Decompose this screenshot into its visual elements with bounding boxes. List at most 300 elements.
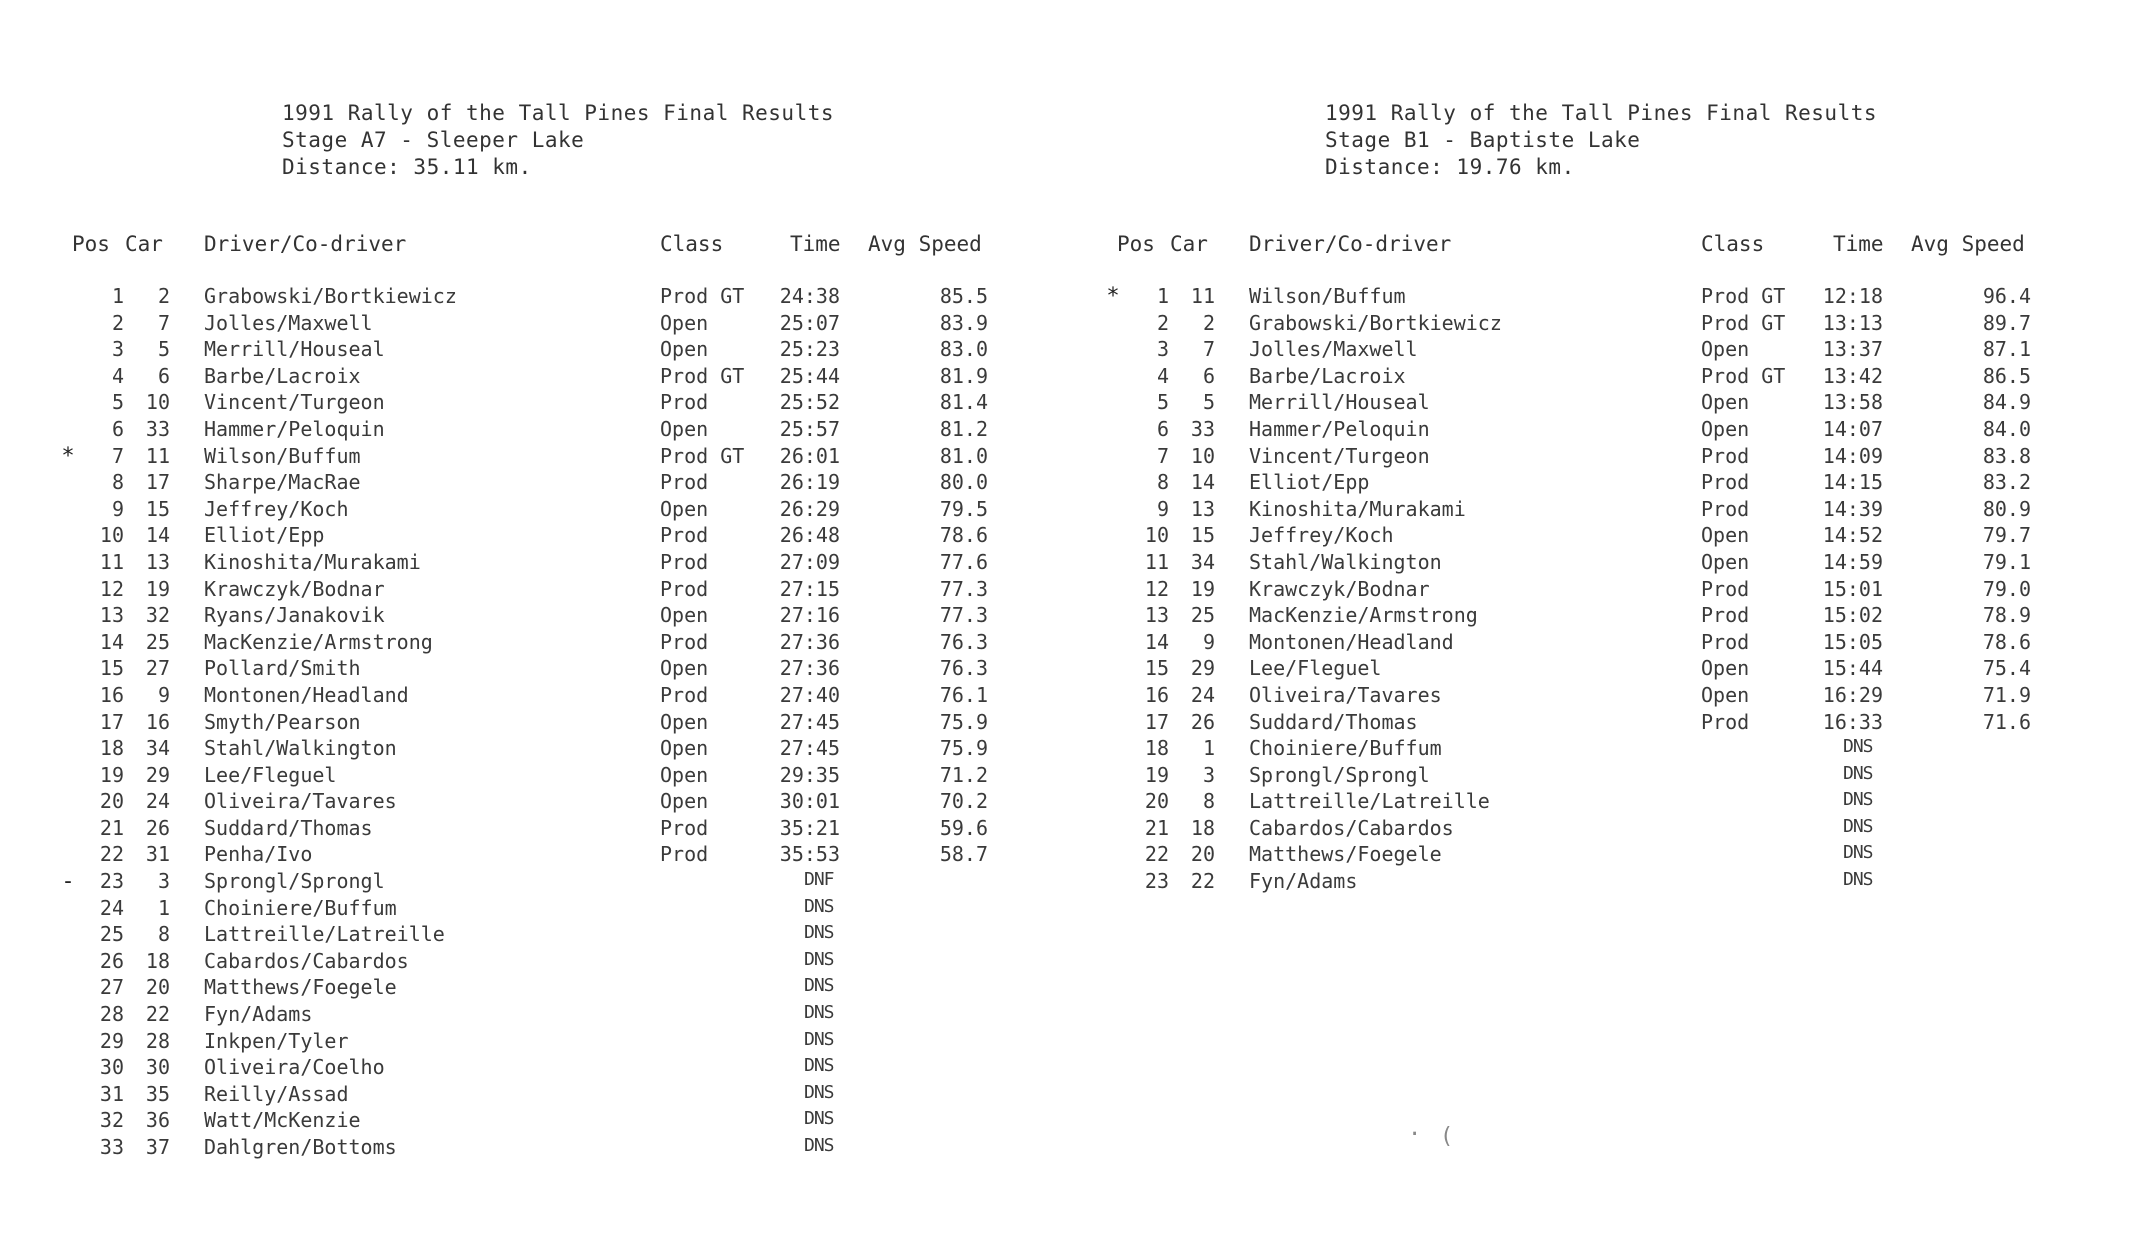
cell-pos: 24: [99, 895, 124, 920]
cell-driver: Elliot/Epp: [1249, 470, 1370, 495]
table-row: [60, 1082, 1080, 1109]
cell-pos: 33: [99, 1135, 124, 1159]
table-row: [60, 922, 1080, 949]
cell-avg-speed: 70.2: [939, 789, 988, 814]
stage-b1-header: [1325, 100, 1877, 181]
cell-car: 8: [1202, 789, 1215, 814]
cell-pos: 29: [99, 1028, 124, 1053]
cell-avg-speed: 77.3: [939, 603, 988, 628]
cell-time: 26:01: [779, 443, 840, 468]
cell-pos: 15: [99, 656, 124, 681]
cell-driver: Hammer/Peloquin: [204, 416, 385, 441]
cell-pos: 23: [99, 869, 124, 894]
cell-pos: 26: [99, 948, 124, 973]
cell-time: 13:42: [1822, 363, 1883, 388]
cell-car: 5: [1202, 390, 1215, 415]
cell-class: Prod: [1701, 496, 1750, 521]
cell-car: 10: [1190, 443, 1215, 468]
cell-driver: Stahl/Walkington: [204, 736, 397, 761]
cell-car: 16: [145, 709, 170, 734]
cell-class: Open: [660, 736, 709, 761]
cell-car: 11: [145, 443, 170, 468]
cell-avg-speed: 71.2: [939, 762, 988, 787]
cell-time: 27:15: [779, 576, 840, 601]
cell-class: Open: [660, 310, 709, 335]
cell-driver: Penha/Ivo: [204, 842, 313, 867]
cell-class: Prod GT: [1701, 310, 1786, 335]
cell-driver: Matthews/Foegele: [1249, 842, 1442, 867]
cell-time: 35:53: [779, 842, 840, 867]
cell-pos: 28: [99, 1002, 124, 1027]
cell-avg-speed: 75.4: [1982, 656, 2031, 681]
cell-time: DNS: [1843, 789, 1873, 811]
cell-pos: 18: [99, 736, 124, 761]
cell-time: 15:05: [1822, 629, 1883, 654]
table-row: [60, 311, 1080, 338]
cell-time: DNS: [804, 895, 834, 917]
cell-time: DNS: [1843, 815, 1873, 837]
cell-car: 35: [145, 1081, 170, 1106]
cell-class: Prod GT: [1701, 363, 1786, 388]
cell-pos: 16: [1144, 682, 1169, 707]
cell-avg-speed: 81.0: [939, 443, 988, 468]
table-row: [60, 1108, 1080, 1135]
cell-avg-speed: 79.7: [1982, 523, 2031, 548]
cell-driver: Barbe/Lacroix: [1249, 363, 1406, 388]
cell-car: 7: [1202, 337, 1215, 362]
cell-time: 14:39: [1822, 496, 1883, 521]
table-row: [60, 736, 1080, 763]
cell-time: DNS: [804, 922, 834, 944]
table-row: [1105, 869, 2125, 896]
cell-car: 24: [1190, 682, 1215, 707]
table-row: [60, 390, 1080, 417]
cell-class: Open: [660, 789, 709, 814]
cell-class: Prod: [1701, 603, 1750, 628]
cell-time: 30:01: [779, 789, 840, 814]
table-row: [60, 869, 1080, 896]
table-row: [60, 577, 1080, 604]
cell-car: 10: [145, 390, 170, 415]
table-row: [60, 975, 1080, 1002]
cell-car: 33: [145, 416, 170, 441]
table-row: [60, 1055, 1080, 1082]
cell-pos: 7: [1156, 443, 1169, 468]
cell-driver: Lattreille/Latreille: [204, 922, 445, 947]
cell-avg-speed: 83.9: [939, 310, 988, 335]
column-header-pos: Pos: [1117, 232, 1155, 256]
table-row: [60, 896, 1080, 923]
table-row: [60, 763, 1080, 790]
table-row: [60, 417, 1080, 444]
column-header-time: Time: [790, 232, 841, 256]
cell-car: 3: [1202, 762, 1215, 787]
table-row: [1105, 284, 2125, 311]
cell-avg-speed: 78.6: [1982, 629, 2031, 654]
table-row: [60, 656, 1080, 683]
cell-driver: Krawczyk/Bodnar: [1249, 576, 1430, 601]
cell-driver: Sprongl/Sprongl: [204, 869, 385, 894]
cell-car: 18: [145, 948, 170, 973]
cell-driver: Barbe/Lacroix: [204, 363, 361, 388]
cell-pos: 6: [1156, 416, 1169, 441]
column-header-time: Time: [1833, 232, 1884, 256]
cell-driver: Cabardos/Cabardos: [1249, 815, 1454, 840]
cell-avg-speed: 75.9: [939, 709, 988, 734]
cell-avg-speed: 76.3: [939, 629, 988, 654]
column-header-avg-speed: Avg Speed: [868, 232, 982, 256]
cell-time: DNS: [804, 975, 834, 997]
table-row: [1105, 364, 2125, 391]
cell-time: 14:52: [1822, 523, 1883, 548]
table-row: [1105, 842, 2125, 869]
table-row: [60, 523, 1080, 550]
table-row: [60, 497, 1080, 524]
cell-avg-speed: 79.1: [1982, 549, 2031, 574]
table-row: [60, 683, 1080, 710]
cell-avg-speed: 76.1: [939, 682, 988, 707]
cell-car: 17: [145, 470, 170, 495]
cell-pos: 7: [111, 443, 124, 468]
cell-car: 27: [145, 656, 170, 681]
cell-driver: Lee/Fleguel: [204, 762, 337, 787]
table-row: [1105, 816, 2125, 843]
cell-car: 29: [145, 762, 170, 787]
cell-time: DNS: [804, 1108, 834, 1130]
cell-car: 9: [157, 682, 170, 707]
cell-driver: Vincent/Turgeon: [1249, 443, 1430, 468]
cell-car: 20: [1190, 842, 1215, 867]
stage-a7-distance: Distance: 35.11 km.: [282, 155, 532, 179]
cell-time: 13:37: [1822, 337, 1883, 362]
table-body: [60, 284, 1080, 1162]
cell-avg-speed: 89.7: [1982, 310, 2031, 335]
cell-time: 14:15: [1822, 470, 1883, 495]
cell-driver: Jolles/Maxwell: [204, 310, 373, 335]
cell-class: Prod: [1701, 470, 1750, 495]
cell-class: Prod: [660, 523, 709, 548]
cell-class: Prod: [660, 842, 709, 867]
cell-car: 19: [1190, 576, 1215, 601]
cell-avg-speed: 83.8: [1982, 443, 2031, 468]
cell-car: 37: [145, 1135, 170, 1159]
table-row: [1105, 311, 2125, 338]
cell-driver: Kinoshita/Murakami: [204, 549, 421, 574]
cell-avg-speed: 83.2: [1982, 470, 2031, 495]
row-mark: *: [1106, 284, 1120, 309]
table-row: [60, 470, 1080, 497]
table-row: [1105, 577, 2125, 604]
cell-driver: Pollard/Smith: [204, 656, 361, 681]
cell-pos: 19: [99, 762, 124, 787]
cell-class: Open: [660, 416, 709, 441]
cell-pos: 5: [1156, 390, 1169, 415]
cell-driver: Suddard/Thomas: [1249, 709, 1418, 734]
cell-driver: Reilly/Assad: [204, 1081, 349, 1106]
cell-car: 8: [157, 922, 170, 947]
stage-b1-distance: Distance: 19.76 km.: [1325, 155, 1575, 179]
cell-time: 25:52: [779, 390, 840, 415]
cell-pos: 12: [99, 576, 124, 601]
cell-pos: 20: [1144, 789, 1169, 814]
table-row: [60, 816, 1080, 843]
cell-car: 5: [157, 337, 170, 362]
cell-pos: 13: [99, 603, 124, 628]
cell-class: Prod: [660, 815, 709, 840]
cell-time: DNS: [804, 1135, 834, 1156]
cell-avg-speed: 83.0: [939, 337, 988, 362]
cell-class: Prod GT: [1701, 284, 1786, 308]
cell-car: 13: [1190, 496, 1215, 521]
cell-pos: 22: [1144, 842, 1169, 867]
cell-time: DNS: [1843, 736, 1873, 758]
cell-pos: 4: [111, 363, 124, 388]
cell-driver: Choiniere/Buffum: [1249, 736, 1442, 761]
cell-driver: MacKenzie/Armstrong: [1249, 603, 1478, 628]
cell-driver: Jeffrey/Koch: [204, 496, 349, 521]
cell-car: 32: [145, 603, 170, 628]
cell-car: 3: [157, 869, 170, 894]
cell-car: 22: [145, 1002, 170, 1027]
cell-avg-speed: 84.9: [1982, 390, 2031, 415]
table-row: [1105, 523, 2125, 550]
cell-time: 15:01: [1822, 576, 1883, 601]
cell-car: 11: [1190, 284, 1215, 308]
cell-time: 27:36: [779, 656, 840, 681]
scan-speck: (: [1440, 1124, 1454, 1149]
cell-driver: Sprongl/Sprongl: [1249, 762, 1430, 787]
cell-car: 15: [1190, 523, 1215, 548]
cell-time: 27:45: [779, 709, 840, 734]
cell-car: 20: [145, 975, 170, 1000]
table-row: [60, 1002, 1080, 1029]
table-row: [60, 603, 1080, 630]
cell-avg-speed: 85.5: [939, 284, 988, 308]
cell-time: 14:07: [1822, 416, 1883, 441]
table-row: [1105, 603, 2125, 630]
cell-class: Open: [660, 709, 709, 734]
cell-driver: Hammer/Peloquin: [1249, 416, 1430, 441]
cell-driver: Fyn/Adams: [204, 1002, 313, 1027]
cell-pos: 12: [1144, 576, 1169, 601]
stage-b1-title: 1991 Rally of the Tall Pines Final Results: [1325, 101, 1878, 125]
cell-car: 33: [1190, 416, 1215, 441]
cell-car: 1: [1202, 736, 1215, 761]
cell-pos: 4: [1156, 363, 1169, 388]
cell-driver: Grabowski/Bortkiewicz: [1249, 310, 1502, 335]
cell-pos: 11: [99, 549, 124, 574]
table-header: [1105, 232, 2125, 262]
table-row: [1105, 683, 2125, 710]
cell-driver: Suddard/Thomas: [204, 815, 373, 840]
cell-car: 14: [145, 523, 170, 548]
cell-avg-speed: 86.5: [1982, 363, 2031, 388]
cell-class: Prod: [660, 470, 709, 495]
cell-driver: Grabowski/Bortkiewicz: [204, 284, 457, 308]
cell-pos: 11: [1144, 549, 1169, 574]
cell-pos: 27: [99, 975, 124, 1000]
cell-avg-speed: 78.9: [1982, 603, 2031, 628]
cell-pos: 9: [1156, 496, 1169, 521]
cell-pos: 1: [1156, 284, 1169, 308]
cell-pos: 25: [99, 922, 124, 947]
cell-time: 25:44: [779, 363, 840, 388]
cell-class: Open: [660, 337, 709, 362]
cell-time: 29:35: [779, 762, 840, 787]
cell-driver: Inkpen/Tyler: [204, 1028, 349, 1053]
cell-avg-speed: 87.1: [1982, 337, 2031, 362]
cell-car: 36: [145, 1108, 170, 1133]
table-row: [1105, 736, 2125, 763]
cell-pos: 22: [99, 842, 124, 867]
cell-time: DNS: [804, 1028, 834, 1050]
cell-time: 13:58: [1822, 390, 1883, 415]
cell-driver: Wilson/Buffum: [204, 443, 361, 468]
stage-a7-title: 1991 Rally of the Tall Pines Final Results: [282, 101, 835, 125]
cell-class: Open: [1701, 523, 1750, 548]
cell-class: Prod GT: [660, 363, 745, 388]
cell-time: 27:36: [779, 629, 840, 654]
cell-pos: 17: [1144, 709, 1169, 734]
cell-pos: 10: [1144, 523, 1169, 548]
cell-pos: 31: [99, 1081, 124, 1106]
cell-class: Prod: [660, 549, 709, 574]
cell-car: 34: [1190, 549, 1215, 574]
cell-driver: Matthews/Foegele: [204, 975, 397, 1000]
cell-time: 14:09: [1822, 443, 1883, 468]
cell-avg-speed: 79.0: [1982, 576, 2031, 601]
cell-class: Open: [1701, 549, 1750, 574]
cell-driver: Wilson/Buffum: [1249, 284, 1406, 308]
cell-avg-speed: 80.9: [1982, 496, 2031, 521]
table-body: [1105, 284, 2125, 896]
cell-car: 15: [145, 496, 170, 521]
cell-pos: 14: [1144, 629, 1169, 654]
cell-time: 26:48: [779, 523, 840, 548]
table-row: [60, 949, 1080, 976]
cell-pos: 21: [99, 815, 124, 840]
cell-class: Open: [660, 762, 709, 787]
cell-driver: Vincent/Turgeon: [204, 390, 385, 415]
cell-car: 24: [145, 789, 170, 814]
cell-driver: Kinoshita/Murakami: [1249, 496, 1466, 521]
cell-driver: Stahl/Walkington: [1249, 549, 1442, 574]
cell-avg-speed: 71.6: [1982, 709, 2031, 734]
cell-time: 27:16: [779, 603, 840, 628]
cell-pos: 8: [111, 470, 124, 495]
cell-pos: 23: [1144, 869, 1169, 894]
cell-time: DNS: [804, 1002, 834, 1024]
cell-time: 25:07: [779, 310, 840, 335]
cell-avg-speed: 81.9: [939, 363, 988, 388]
cell-class: Open: [660, 656, 709, 681]
cell-pos: 9: [111, 496, 124, 521]
cell-driver: Lee/Fleguel: [1249, 656, 1382, 681]
column-header-class: Class: [660, 232, 724, 256]
cell-class: Open: [1701, 337, 1750, 362]
cell-avg-speed: 81.4: [939, 390, 988, 415]
cell-time: DNS: [1843, 842, 1873, 864]
cell-class: Prod: [660, 390, 709, 415]
cell-class: Open: [660, 603, 709, 628]
cell-time: 15:44: [1822, 656, 1883, 681]
cell-driver: Elliot/Epp: [204, 523, 325, 548]
stage-a7-name: Stage A7 - Sleeper Lake: [282, 128, 585, 152]
cell-pos: 5: [111, 390, 124, 415]
cell-class: Prod: [660, 629, 709, 654]
cell-driver: Montonen/Headland: [204, 682, 409, 707]
cell-pos: 30: [99, 1055, 124, 1080]
column-header-pos: Pos: [72, 232, 110, 256]
cell-time: 16:33: [1822, 709, 1883, 734]
cell-driver: MacKenzie/Armstrong: [204, 629, 433, 654]
cell-car: 26: [1190, 709, 1215, 734]
row-mark: *: [61, 443, 75, 469]
table-row: [1105, 710, 2125, 737]
cell-pos: 2: [111, 310, 124, 335]
cell-time: 12:18: [1822, 284, 1883, 308]
cell-car: 29: [1190, 656, 1215, 681]
cell-car: 26: [145, 815, 170, 840]
cell-class: Prod: [1701, 709, 1750, 734]
cell-time: DNS: [804, 1081, 834, 1103]
cell-car: 25: [145, 629, 170, 654]
cell-car: 28: [145, 1028, 170, 1053]
cell-class: Prod: [1701, 576, 1750, 601]
cell-pos: 3: [1156, 337, 1169, 362]
cell-class: Prod: [660, 576, 709, 601]
cell-avg-speed: 79.5: [939, 496, 988, 521]
cell-time: 24:38: [779, 284, 840, 308]
cell-driver: Sharpe/MacRae: [204, 470, 361, 495]
cell-pos: 1: [111, 284, 124, 308]
table-header: [60, 232, 1080, 262]
stage-a7-header: [282, 100, 834, 181]
cell-driver: Merrill/Houseal: [1249, 390, 1430, 415]
column-header-driver: Driver/Co-driver: [204, 232, 407, 256]
cell-pos: 14: [99, 629, 124, 654]
table-row: [60, 789, 1080, 816]
table-row: [60, 1135, 1080, 1162]
cell-avg-speed: 80.0: [939, 470, 988, 495]
cell-avg-speed: 75.9: [939, 736, 988, 761]
cell-avg-speed: 71.9: [1982, 682, 2031, 707]
cell-car: 31: [145, 842, 170, 867]
cell-time: 26:19: [779, 470, 840, 495]
cell-pos: 15: [1144, 656, 1169, 681]
cell-class: Prod: [1701, 629, 1750, 654]
column-header-driver: Driver/Co-driver: [1249, 232, 1452, 256]
cell-driver: Fyn/Adams: [1249, 869, 1358, 894]
cell-time: 27:45: [779, 736, 840, 761]
cell-time: DNS: [804, 948, 834, 970]
cell-time: 35:21: [779, 815, 840, 840]
cell-time: 15:02: [1822, 603, 1883, 628]
cell-avg-speed: 78.6: [939, 523, 988, 548]
cell-class: Open: [1701, 390, 1750, 415]
cell-car: 1: [157, 895, 170, 920]
cell-time: 26:29: [779, 496, 840, 521]
cell-driver: Oliveira/Coelho: [204, 1055, 385, 1080]
cell-driver: Oliveira/Tavares: [1249, 682, 1442, 707]
stage-b1-name: Stage B1 - Baptiste Lake: [1325, 128, 1641, 152]
cell-driver: Lattreille/Latreille: [1249, 789, 1490, 814]
cell-car: 34: [145, 736, 170, 761]
cell-avg-speed: 81.2: [939, 416, 988, 441]
cell-pos: 16: [99, 682, 124, 707]
cell-driver: Ryans/Janakovik: [204, 603, 385, 628]
table-row: [1105, 417, 2125, 444]
